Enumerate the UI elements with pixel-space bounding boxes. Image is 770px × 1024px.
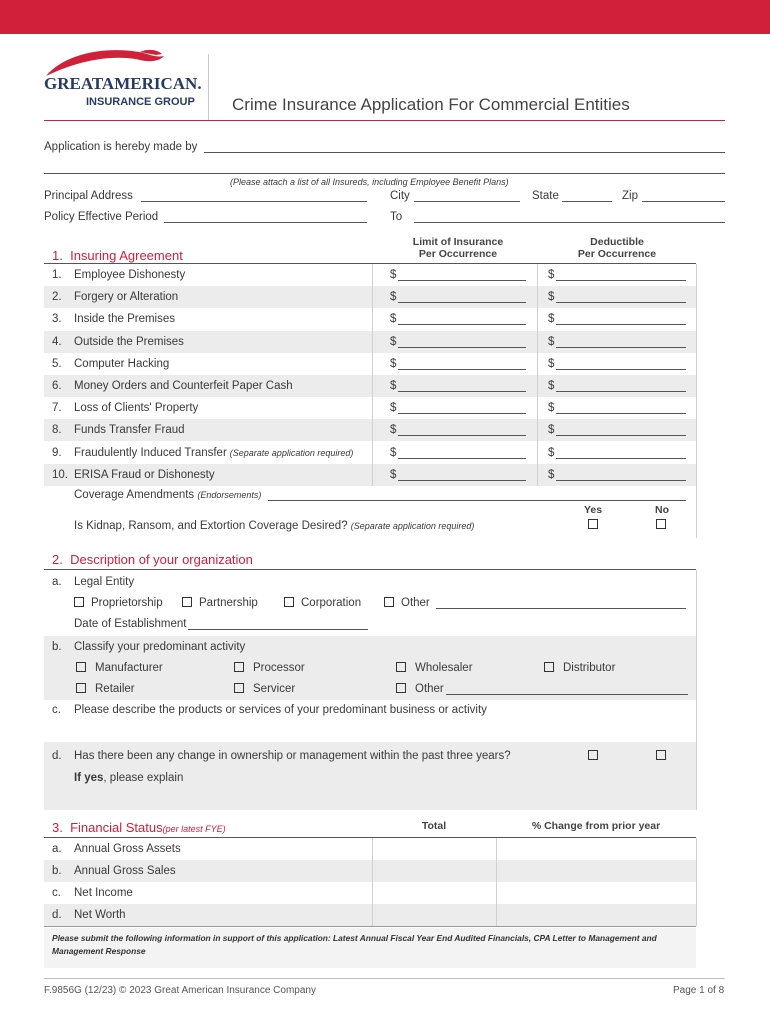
products-question: Please describe the products or services of your predominant business or activity [74, 704, 487, 716]
deductible-field[interactable] [556, 336, 686, 348]
entity-other-field[interactable] [436, 597, 686, 609]
limit-field[interactable] [398, 291, 526, 303]
limit-currency: $ [390, 380, 397, 392]
activity-option-manufacturer[interactable] [76, 662, 163, 674]
section3-rule [44, 837, 696, 838]
insuring-row-text: Funds Transfer Fraud [74, 424, 185, 437]
top-brand-bar [0, 0, 770, 34]
limit-field[interactable] [398, 313, 526, 325]
submit-note-line2: Management Response [52, 946, 146, 956]
logo-subtitle: INSURANCE GROUP [86, 96, 195, 108]
activity-option-distributor[interactable] [544, 662, 615, 674]
coverage-amendments-text: Coverage Amendments [74, 489, 195, 501]
activity-option-label: Retailer [95, 683, 135, 695]
section3-note: (per latest FYE) [162, 824, 226, 834]
insuring-row-label [74, 424, 188, 436]
policy-period-label: Policy Effective Period [44, 211, 159, 223]
deductible-currency: $ [548, 269, 555, 281]
kidnap-question-text: Is Kidnap, Ransom, and Extortion Coverage Desired? [74, 520, 348, 532]
activity-option-label: Other [415, 683, 444, 695]
financial-total-field[interactable] [374, 862, 494, 880]
entity-checkbox[interactable] [384, 597, 394, 607]
entity-option-other[interactable] [384, 597, 430, 609]
activity-option-label: Servicer [253, 683, 296, 695]
financial-total-field[interactable] [374, 840, 494, 858]
insuring-row-number: 9. [52, 446, 62, 459]
date-establishment-field[interactable] [188, 618, 368, 630]
activity-option-retailer[interactable] [76, 683, 135, 695]
deductible-field[interactable] [556, 424, 686, 436]
city-field[interactable] [414, 190, 520, 202]
limit-currency: $ [390, 291, 397, 304]
financial-row-number: c. [52, 887, 61, 899]
column-divider [372, 264, 373, 486]
limit-currency: $ [390, 335, 397, 348]
activity-checkbox[interactable] [396, 662, 406, 672]
policy-to-field[interactable] [414, 211, 725, 223]
deductible-field[interactable] [556, 291, 686, 303]
state-label: State [532, 190, 559, 202]
table-right-border [696, 838, 697, 926]
deductible-field[interactable] [556, 469, 686, 481]
zip-field[interactable] [642, 190, 725, 202]
entity-checkbox[interactable] [284, 597, 294, 607]
entity-option-partnership[interactable] [182, 597, 258, 609]
insuring-row-number: 7. [52, 402, 62, 415]
limit-field[interactable] [398, 469, 526, 481]
section2-title: Description of your organization [70, 552, 253, 567]
section3-heading [52, 820, 226, 835]
insuring-row-label [74, 447, 353, 459]
limit-field[interactable] [398, 269, 526, 281]
submit-note-line1: Please submit the following information in support of this application: Latest Annual Fiscal Year End Audited Financials, CPA Letter to Management and [52, 933, 657, 943]
section1-heading [52, 248, 183, 263]
activity-option-other[interactable] [396, 683, 444, 695]
financial-row-label: Net Worth [74, 909, 126, 921]
date-establishment-label: Date of Establishment [74, 618, 187, 630]
limit-header-line2: Per Occurrence [418, 248, 498, 260]
footer-rule [44, 978, 725, 979]
if-yes-text: If yes [74, 772, 104, 784]
insuring-row-label [74, 336, 187, 348]
page-title: Crime Insurance Application For Commercial Entities [232, 95, 630, 114]
state-field[interactable] [562, 190, 612, 202]
total-header: Total [421, 820, 447, 832]
item-d-label: d. [52, 750, 62, 762]
coverage-amendments-label [74, 489, 261, 501]
insuring-row-text: Forgery or Alteration [74, 291, 179, 304]
activity-option-label: Manufacturer [95, 662, 163, 674]
financial-total-field[interactable] [374, 884, 494, 902]
financial-row-label: Annual Gross Sales [74, 865, 176, 877]
header-divider [208, 54, 209, 120]
submit-note [52, 933, 692, 956]
yes-header: Yes [583, 504, 603, 516]
ownership-explain-label [74, 772, 183, 784]
deductible-field[interactable] [556, 313, 686, 325]
insuring-row-text: Money Orders and Counterfeit Paper Cash [74, 380, 293, 392]
to-label: To [390, 211, 403, 223]
change-header: % Change from prior year [531, 820, 661, 832]
limit-currency: $ [390, 402, 397, 415]
financial-total-field[interactable] [374, 906, 494, 924]
entity-option-label: Corporation [301, 597, 362, 609]
activity-option-wholesaler[interactable] [396, 662, 473, 674]
section2-rule [44, 569, 696, 570]
footer-page-number: Page 1 of 8 [673, 985, 725, 996]
activity-option-label: Wholesaler [415, 662, 473, 674]
principal-address-field[interactable] [141, 190, 367, 202]
deductible-field[interactable] [556, 402, 686, 414]
insuring-row-text: Computer Hacking [74, 357, 170, 370]
limit-field[interactable] [398, 424, 526, 436]
activity-option-processor[interactable] [234, 662, 305, 674]
activity-checkbox[interactable] [76, 683, 86, 693]
insuring-row-label [74, 469, 218, 481]
section1-title: Insuring Agreement [70, 248, 183, 263]
company-logo [44, 46, 214, 116]
zip-label: Zip [622, 190, 638, 202]
limit-currency: $ [390, 424, 397, 437]
deductible-currency: $ [548, 291, 555, 304]
entity-option-label: Partnership [199, 597, 258, 609]
deductible-header [548, 236, 686, 260]
activity-label: Classify your predominant activity [74, 641, 246, 653]
insuring-row-text: Loss of Clients' Property [74, 402, 199, 415]
products-answer-field[interactable] [74, 720, 694, 740]
item-c-label: c. [52, 704, 61, 716]
applicant-name-field-2[interactable] [44, 162, 725, 174]
activity-other-field[interactable] [446, 683, 688, 695]
insuring-row-number: 1. [52, 269, 62, 281]
insuring-row-number: 4. [52, 335, 62, 348]
insuring-row-label [74, 313, 178, 325]
deductible-currency: $ [548, 446, 555, 459]
deductible-field[interactable] [556, 269, 686, 281]
activity-checkbox[interactable] [544, 662, 554, 672]
insuring-row-label [74, 269, 188, 281]
limit-header-line1: Limit of Insurance [412, 236, 504, 248]
column-divider [496, 838, 497, 926]
limit-field[interactable] [398, 447, 526, 459]
insuring-row-text: Fraudulently Induced Transfer [74, 446, 227, 459]
deductible-currency: $ [548, 313, 555, 326]
header-rule [44, 120, 725, 121]
insuring-row-number: 2. [52, 291, 62, 304]
financial-row-number: b. [52, 865, 62, 877]
table-right-border [696, 570, 697, 810]
applicant-name-field[interactable] [204, 141, 725, 153]
limit-field[interactable] [398, 336, 526, 348]
entity-checkbox[interactable] [182, 597, 192, 607]
deductible-field[interactable] [556, 447, 686, 459]
entity-option-label: Other [401, 597, 430, 609]
insuring-row-text: Outside the Premises [74, 335, 184, 348]
activity-option-servicer[interactable] [234, 683, 295, 695]
coverage-amendments-field[interactable] [268, 489, 686, 501]
insuring-row-label [74, 402, 201, 414]
financial-row-label: Net Income [74, 887, 133, 899]
section2-number: 2. [52, 552, 63, 567]
entity-option-corporation[interactable] [284, 597, 361, 609]
financial-row-label: Annual Gross Assets [74, 843, 181, 855]
entity-option-proprietorship[interactable] [74, 597, 163, 609]
ownership-question: Has there been any change in ownership or management within the past three years? [74, 750, 511, 762]
limit-header [390, 236, 526, 260]
financial-change-field[interactable] [498, 862, 694, 880]
section3-bottom-rule [44, 926, 696, 927]
activity-checkbox[interactable] [234, 662, 244, 672]
endorsements-note: (Endorsements) [197, 490, 262, 500]
financial-change-field[interactable] [498, 840, 694, 858]
deductible-currency: $ [548, 380, 555, 392]
financial-row-number: d. [52, 909, 62, 921]
section1-rule [44, 263, 696, 264]
limit-field[interactable] [398, 380, 526, 392]
deductible-header-line2: Per Occurrence [577, 248, 657, 260]
insuring-row-number: 10. [52, 468, 68, 481]
financial-row-number: a. [52, 843, 62, 855]
insuring-row-text: Employee Dishonesty [74, 269, 186, 281]
section2-heading [52, 552, 253, 567]
deductible-currency: $ [548, 357, 555, 370]
financial-change-field[interactable] [498, 884, 694, 902]
insuring-row-text: Inside the Premises [74, 313, 175, 326]
explain-text: , please explain [103, 772, 184, 784]
item-a-label: a. [52, 576, 62, 588]
deductible-currency: $ [548, 424, 555, 437]
activity-checkbox[interactable] [396, 683, 406, 693]
ownership-explain-field[interactable] [74, 788, 694, 808]
section3-title: Financial Status [70, 820, 163, 835]
limit-currency: $ [390, 313, 397, 326]
deductible-header-line1: Deductible [590, 236, 644, 248]
policy-from-field[interactable] [164, 211, 367, 223]
kidnap-yes-checkbox[interactable] [588, 519, 598, 529]
deductible-field[interactable] [556, 380, 686, 392]
insuring-row-note: (Separate application required) [229, 447, 354, 458]
section1-number: 1. [52, 248, 63, 263]
limit-currency: $ [390, 446, 397, 459]
limit-currency: $ [390, 269, 397, 281]
no-header: No [655, 504, 669, 516]
deductible-currency: $ [548, 335, 555, 348]
principal-address-label: Principal Address [44, 190, 133, 202]
insuring-row-label [74, 380, 296, 392]
insuring-row-number: 8. [52, 424, 62, 437]
made-by-label: Application is hereby made by [44, 141, 198, 153]
legal-entity-label: Legal Entity [74, 576, 135, 588]
financial-change-field[interactable] [498, 906, 694, 924]
entity-checkbox[interactable] [74, 597, 84, 607]
footer-form-id: F.9856G (12/23) © 2023 Great American Insurance Company [44, 985, 316, 996]
limit-currency: $ [390, 468, 397, 481]
insuring-row-label [74, 358, 172, 370]
insuring-row-label [74, 291, 181, 303]
ownership-no-checkbox[interactable] [656, 750, 666, 760]
section3-number: 3. [52, 820, 63, 835]
activity-option-label: Processor [253, 662, 305, 674]
column-divider [537, 264, 538, 486]
deductible-field[interactable] [556, 358, 686, 370]
deductible-currency: $ [548, 468, 555, 481]
logo-wordmark: GREATAMERICAN. [44, 74, 202, 93]
kidnap-question [74, 520, 474, 532]
activity-checkbox[interactable] [234, 683, 244, 693]
kidnap-no-checkbox[interactable] [656, 519, 666, 529]
kidnap-note: (Separate application required) [350, 521, 475, 531]
ownership-yes-checkbox[interactable] [588, 750, 598, 760]
insuring-row-text: ERISA Fraud or Dishonesty [74, 468, 215, 481]
activity-checkbox[interactable] [76, 662, 86, 672]
insuring-row-number: 6. [52, 380, 62, 392]
city-label: City [390, 190, 410, 202]
column-divider [372, 838, 373, 926]
limit-currency: $ [390, 357, 397, 370]
limit-field[interactable] [398, 402, 526, 414]
insuring-row-number: 5. [52, 357, 62, 370]
entity-option-label: Proprietorship [91, 597, 163, 609]
insuring-row-number: 3. [52, 313, 62, 326]
deductible-currency: $ [548, 402, 555, 415]
table-right-border [696, 264, 697, 538]
activity-option-label: Distributor [563, 662, 616, 674]
attach-note: (Please attach a list of all Insureds, including Employee Benefit Plans) [230, 177, 509, 187]
item-b-label: b. [52, 641, 62, 653]
limit-field[interactable] [398, 358, 526, 370]
